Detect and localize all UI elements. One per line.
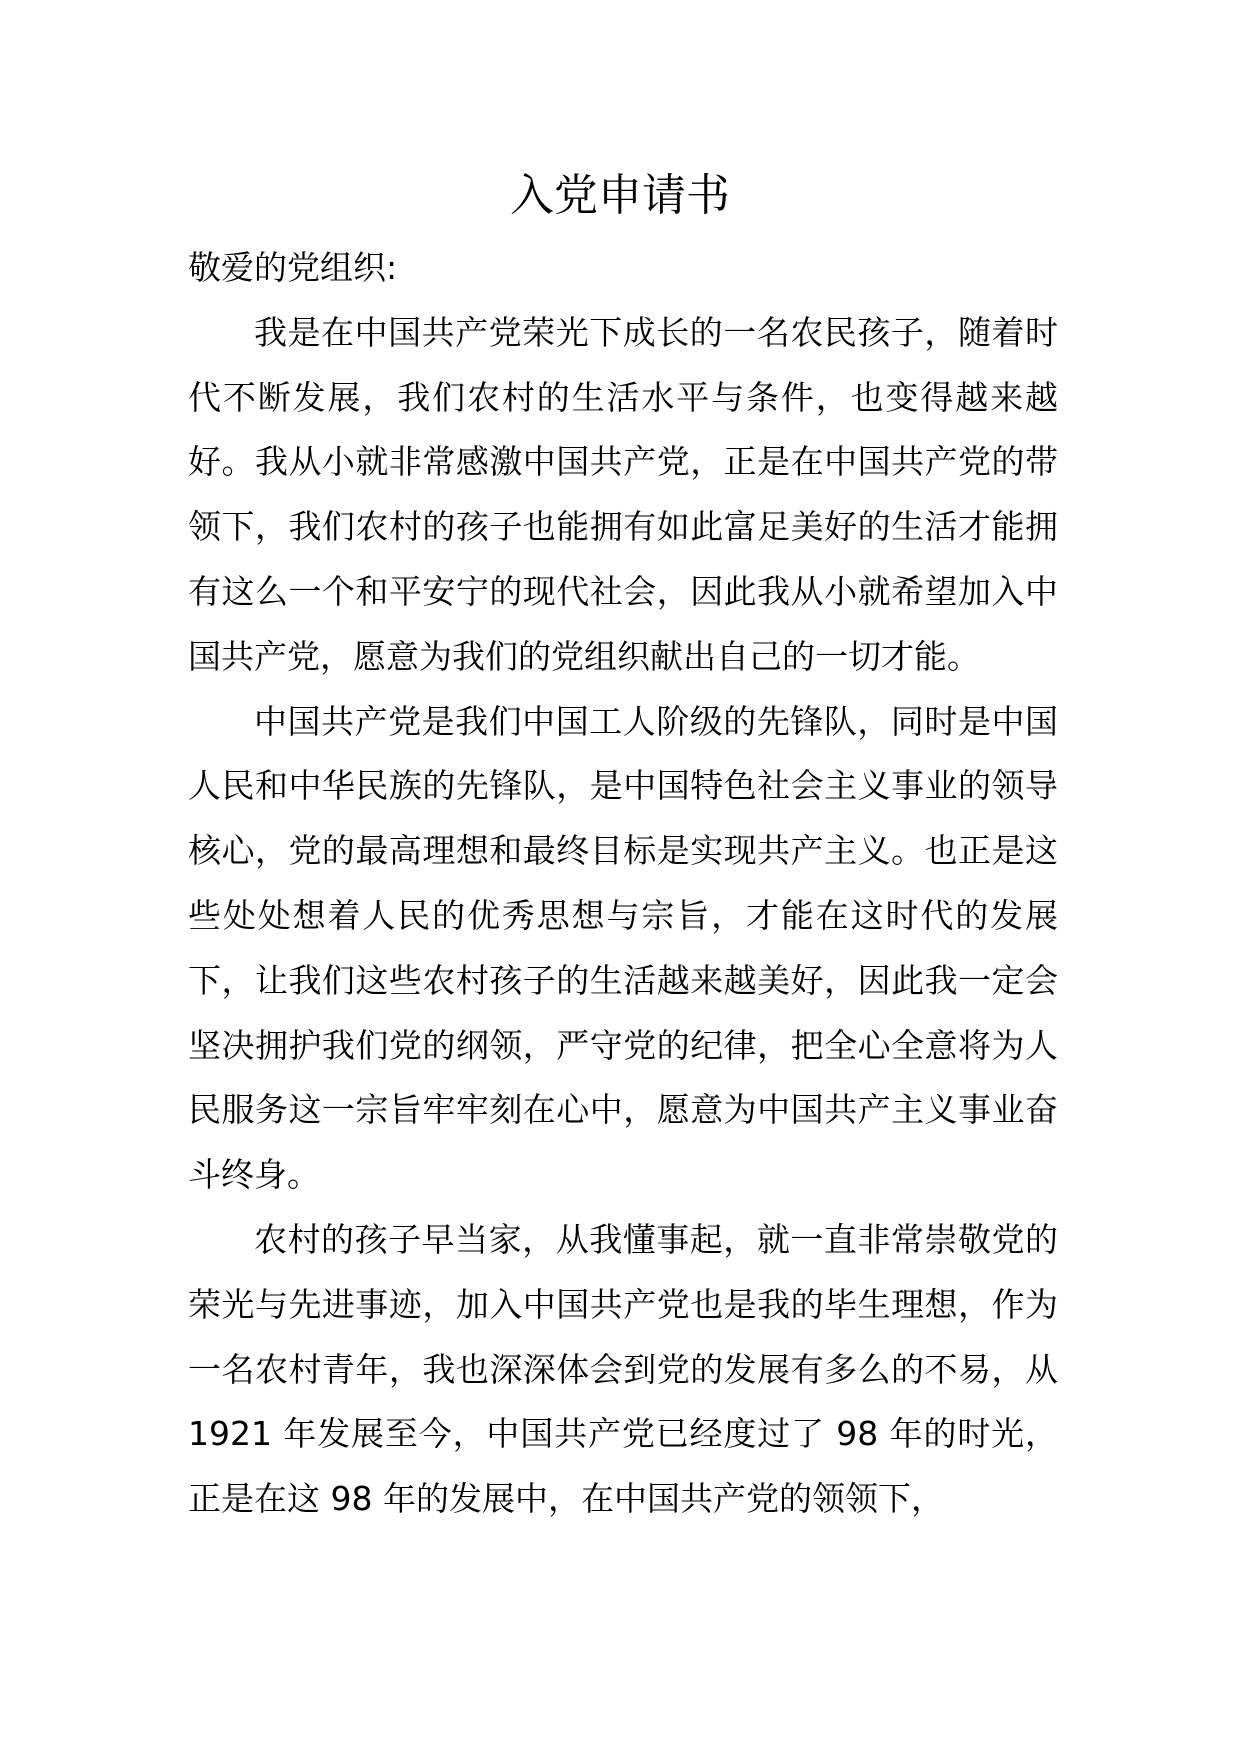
salutation: 敬爱的党组织: — [188, 248, 398, 287]
paragraph-3: 农村的孩子早当家，从我懂事起，就一直非常崇敬党的荣光与先进事迹，加入中国共产党也是我的毕生理想，作为一名农村青年，我也深深体会到党的发展有多么的不易，从 1921 年发展至今，中国共产党已经度过了 98 年的时光，正是在这 98 年的发展中，在中国共产党的领领下， — [188, 1219, 1058, 1519]
paragraph-1: 我是在中国共产党荣光下成长的一名农民孩子，随着时代不断发展，我们农村的生活水平与条件，也变得越来越好。我从小就非常感激中国共产党，正是在中国共产党的带领下，我们农村的孩子也能拥有如此富足美好的生活才能拥有这么一个和平安宁的现代社会，因此我从小就希望加入中国共产党，愿意为我们的党组织献出自己的一切才能。 — [188, 312, 1058, 676]
document-title: 入党申请书 — [510, 170, 730, 221]
paragraph-2: 中国共产党是我们中国工人阶级的先锋队，同时是中国人民和中华民族的先锋队，是中国特色社会主义事业的领导核心，党的最高理想和最终目标是实现共产主义。也正是这些处处想着人民的优秀思想与宗旨，才能在这时代的发展下，让我们这些农村孩子的生活越来越美好，因此我一定会坚决拥护我们党的纲领，严守党的纪律，把全心全意将为人民服务这一宗旨牢牢刻在心中，愿意为中国共产主义事业奋斗终身。 — [188, 701, 1058, 1195]
document-body — [188, 236, 1058, 1532]
